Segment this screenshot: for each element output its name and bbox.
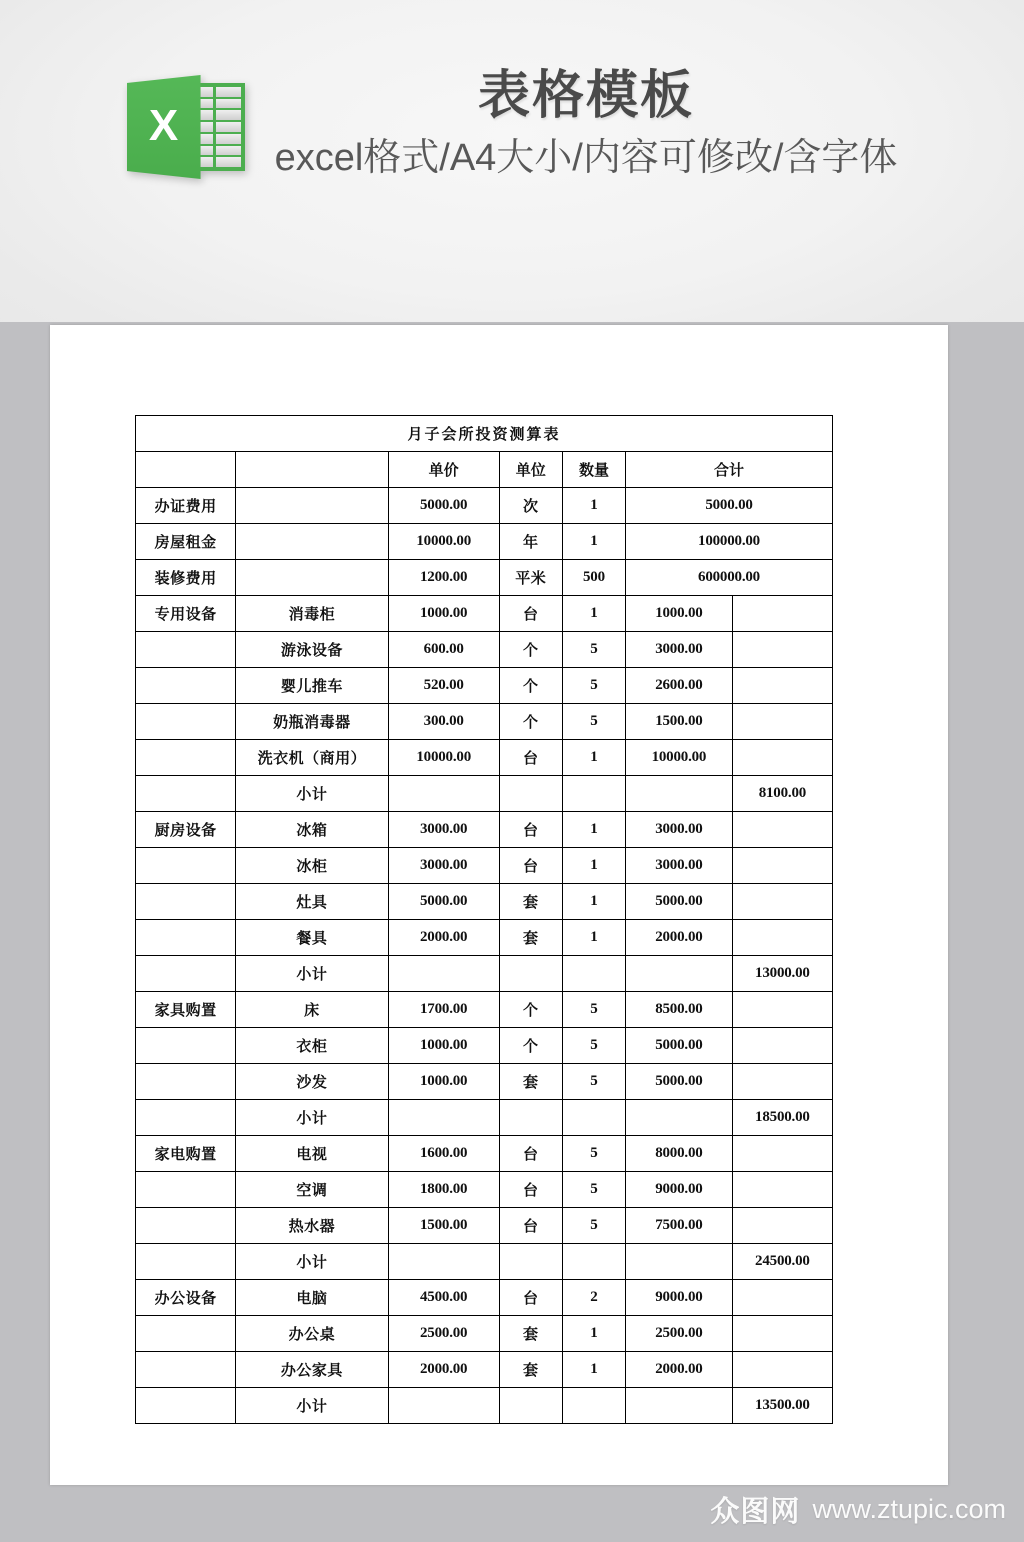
cell-category — [136, 1244, 236, 1280]
table-title: 月子会所投资测算表 — [136, 416, 833, 452]
cell-subtotal — [732, 920, 832, 956]
cell-unit: 个 — [499, 1028, 562, 1064]
table-row — [136, 1244, 833, 1280]
cell-category — [136, 956, 236, 992]
cell-subtotal: 8100.00 — [732, 776, 832, 812]
cell-quantity: 1 — [562, 740, 625, 776]
cell-unit — [499, 956, 562, 992]
cell-unit: 台 — [499, 740, 562, 776]
cell-amount — [626, 1100, 733, 1136]
cell-category — [136, 1172, 236, 1208]
cell-quantity: 1 — [562, 524, 625, 560]
cell-unit-price: 1000.00 — [388, 596, 499, 632]
cell-quantity: 5 — [562, 1172, 625, 1208]
cell-unit-price: 1700.00 — [388, 992, 499, 1028]
cell-unit: 台 — [499, 596, 562, 632]
cell-item: 小计 — [236, 1244, 388, 1280]
cell-subtotal — [732, 1028, 832, 1064]
cell-subtotal: 24500.00 — [732, 1244, 832, 1280]
cell-item: 电视 — [236, 1136, 388, 1172]
table-row — [136, 1100, 833, 1136]
cell-item: 洗衣机（商用） — [236, 740, 388, 776]
cell-item — [236, 488, 388, 524]
banner-content — [0, 0, 1024, 250]
cell-unit-price — [388, 1388, 499, 1424]
cell-item: 小计 — [236, 956, 388, 992]
cell-unit-price: 2000.00 — [388, 1352, 499, 1388]
table-row — [136, 1352, 833, 1388]
cell-amount: 3000.00 — [626, 632, 733, 668]
cell-unit: 个 — [499, 632, 562, 668]
banner-title: 表格模板 — [477, 66, 694, 125]
cell-amount: 5000.00 — [626, 884, 733, 920]
cell-quantity: 5 — [562, 1208, 625, 1244]
cell-subtotal — [732, 740, 832, 776]
cell-quantity: 1 — [562, 1316, 625, 1352]
cell-item — [236, 524, 388, 560]
cell-unit-price: 1200.00 — [388, 560, 499, 596]
cell-amount: 2000.00 — [626, 1352, 733, 1388]
cell-category — [136, 704, 236, 740]
cell-category: 家具购置 — [136, 992, 236, 1028]
table-row — [136, 488, 833, 524]
spreadsheet-container — [135, 415, 833, 1424]
cell-unit-price: 1000.00 — [388, 1028, 499, 1064]
cell-subtotal — [732, 596, 832, 632]
cell-quantity: 5 — [562, 1136, 625, 1172]
cell-unit-price: 5000.00 — [388, 488, 499, 524]
cell-amount: 9000.00 — [626, 1280, 733, 1316]
table-row — [136, 848, 833, 884]
cell-category: 家电购置 — [136, 1136, 236, 1172]
cell-category — [136, 1316, 236, 1352]
watermark-logo: 众图网 — [710, 1494, 801, 1528]
cell-unit-price: 5000.00 — [388, 884, 499, 920]
cell-quantity: 1 — [562, 1352, 625, 1388]
cell-category — [136, 740, 236, 776]
table-row — [136, 740, 833, 776]
cell-amount — [626, 776, 733, 812]
cell-category — [136, 1388, 236, 1424]
cell-item: 办公桌 — [236, 1316, 388, 1352]
cell-quantity: 5 — [562, 1028, 625, 1064]
header-quantity: 数量 — [562, 452, 625, 488]
cell-item: 灶具 — [236, 884, 388, 920]
cell-quantity: 5 — [562, 704, 625, 740]
table-row — [136, 884, 833, 920]
cell-category — [136, 668, 236, 704]
cell-amount: 5000.00 — [626, 488, 833, 524]
table-row — [136, 1388, 833, 1424]
cell-unit-price: 3000.00 — [388, 848, 499, 884]
cell-unit-price: 2500.00 — [388, 1316, 499, 1352]
table-row — [136, 920, 833, 956]
cell-unit-price: 1600.00 — [388, 1136, 499, 1172]
table-row — [136, 632, 833, 668]
cell-subtotal — [732, 668, 832, 704]
cell-item: 奶瓶消毒器 — [236, 704, 388, 740]
banner-text-block — [275, 68, 898, 183]
cell-quantity: 1 — [562, 596, 625, 632]
cell-amount — [626, 1244, 733, 1280]
cell-subtotal — [732, 1172, 832, 1208]
cell-category — [136, 632, 236, 668]
cell-item: 餐具 — [236, 920, 388, 956]
cell-unit-price: 3000.00 — [388, 812, 499, 848]
cell-quantity — [562, 1244, 625, 1280]
cell-unit-price: 1500.00 — [388, 1208, 499, 1244]
cell-subtotal — [732, 812, 832, 848]
cell-amount: 5000.00 — [626, 1028, 733, 1064]
table-row — [136, 1208, 833, 1244]
cell-item: 小计 — [236, 1388, 388, 1424]
cell-unit: 个 — [499, 668, 562, 704]
table-row — [136, 1280, 833, 1316]
cell-amount: 5000.00 — [626, 1064, 733, 1100]
table-row — [136, 812, 833, 848]
cell-item: 冰柜 — [236, 848, 388, 884]
cell-category: 厨房设备 — [136, 812, 236, 848]
cell-unit: 台 — [499, 1136, 562, 1172]
cell-amount: 8000.00 — [626, 1136, 733, 1172]
cell-amount: 600000.00 — [626, 560, 833, 596]
cell-amount: 1500.00 — [626, 704, 733, 740]
header-item — [236, 452, 388, 488]
cell-unit: 台 — [499, 1280, 562, 1316]
cell-amount: 8500.00 — [626, 992, 733, 1028]
cell-subtotal — [732, 884, 832, 920]
cell-subtotal — [732, 1136, 832, 1172]
cell-category — [136, 884, 236, 920]
cell-subtotal — [732, 848, 832, 884]
cell-unit — [499, 1100, 562, 1136]
cell-subtotal — [732, 632, 832, 668]
cell-quantity — [562, 1388, 625, 1424]
cell-amount: 1000.00 — [626, 596, 733, 632]
cell-amount: 2000.00 — [626, 920, 733, 956]
header-unit-price: 单价 — [388, 452, 499, 488]
document-page — [50, 325, 948, 1485]
cell-subtotal — [732, 1064, 832, 1100]
cell-quantity — [562, 1100, 625, 1136]
cell-category: 专用设备 — [136, 596, 236, 632]
table-row — [136, 992, 833, 1028]
cell-quantity: 1 — [562, 488, 625, 524]
cell-quantity: 5 — [562, 1064, 625, 1100]
cell-subtotal: 18500.00 — [732, 1100, 832, 1136]
cell-quantity: 5 — [562, 668, 625, 704]
cell-category — [136, 1028, 236, 1064]
cell-item: 小计 — [236, 1100, 388, 1136]
table-row — [136, 956, 833, 992]
table-row — [136, 776, 833, 812]
header-total: 合计 — [626, 452, 833, 488]
excel-x-letter: X — [148, 101, 179, 150]
cell-unit — [499, 1244, 562, 1280]
cell-unit: 台 — [499, 1172, 562, 1208]
table-row — [136, 524, 833, 560]
cell-amount: 2600.00 — [626, 668, 733, 704]
cell-quantity: 1 — [562, 812, 625, 848]
cell-amount — [626, 956, 733, 992]
cell-item: 沙发 — [236, 1064, 388, 1100]
cell-unit: 个 — [499, 704, 562, 740]
cell-unit-price: 4500.00 — [388, 1280, 499, 1316]
cell-item: 办公家具 — [236, 1352, 388, 1388]
cell-unit-price: 10000.00 — [388, 524, 499, 560]
cell-item: 床 — [236, 992, 388, 1028]
table-title-row — [136, 416, 833, 452]
cell-category — [136, 776, 236, 812]
header-unit: 单位 — [499, 452, 562, 488]
cell-unit: 套 — [499, 1352, 562, 1388]
cell-unit: 年 — [499, 524, 562, 560]
investment-estimate-table — [135, 415, 833, 1424]
cell-category — [136, 1352, 236, 1388]
cell-subtotal — [732, 992, 832, 1028]
cell-subtotal — [732, 1352, 832, 1388]
cell-unit-price: 1000.00 — [388, 1064, 499, 1100]
cell-category — [136, 1064, 236, 1100]
cell-quantity: 1 — [562, 884, 625, 920]
cell-unit-price — [388, 776, 499, 812]
cell-unit-price: 300.00 — [388, 704, 499, 740]
cell-quantity — [562, 956, 625, 992]
cell-unit: 台 — [499, 1208, 562, 1244]
cell-unit — [499, 776, 562, 812]
cell-category — [136, 1208, 236, 1244]
table-row — [136, 1064, 833, 1100]
cell-item: 热水器 — [236, 1208, 388, 1244]
table-row — [136, 560, 833, 596]
cell-subtotal — [732, 1316, 832, 1352]
cell-quantity: 1 — [562, 920, 625, 956]
watermark-url: www.ztupic.com — [812, 1494, 1006, 1524]
cell-quantity: 5 — [562, 992, 625, 1028]
cell-amount: 7500.00 — [626, 1208, 733, 1244]
cell-unit: 台 — [499, 848, 562, 884]
cell-amount: 3000.00 — [626, 848, 733, 884]
table-row — [136, 1136, 833, 1172]
table-row — [136, 668, 833, 704]
cell-item: 消毒柜 — [236, 596, 388, 632]
cell-unit-price — [388, 1244, 499, 1280]
cell-category: 房屋租金 — [136, 524, 236, 560]
cell-unit-price — [388, 956, 499, 992]
promo-banner — [0, 0, 1024, 322]
table-row — [136, 1028, 833, 1064]
cell-item — [236, 560, 388, 596]
cell-unit: 个 — [499, 992, 562, 1028]
cell-amount: 2500.00 — [626, 1316, 733, 1352]
cell-item: 空调 — [236, 1172, 388, 1208]
cell-unit-price: 600.00 — [388, 632, 499, 668]
cell-unit: 套 — [499, 1316, 562, 1352]
cell-subtotal — [732, 704, 832, 740]
cell-amount: 10000.00 — [626, 740, 733, 776]
cell-category — [136, 920, 236, 956]
cell-subtotal: 13500.00 — [732, 1388, 832, 1424]
cell-unit-price: 10000.00 — [388, 740, 499, 776]
cell-quantity: 500 — [562, 560, 625, 596]
cell-item: 衣柜 — [236, 1028, 388, 1064]
cell-unit: 平米 — [499, 560, 562, 596]
cell-unit-price: 520.00 — [388, 668, 499, 704]
cell-item: 小计 — [236, 776, 388, 812]
table-row — [136, 704, 833, 740]
cell-item: 游泳设备 — [236, 632, 388, 668]
cell-subtotal — [732, 1208, 832, 1244]
cell-amount — [626, 1388, 733, 1424]
cell-category — [136, 848, 236, 884]
table-row — [136, 596, 833, 632]
cell-unit: 套 — [499, 920, 562, 956]
cell-quantity: 2 — [562, 1280, 625, 1316]
cell-unit — [499, 1388, 562, 1424]
table-row — [136, 1316, 833, 1352]
cell-amount: 9000.00 — [626, 1172, 733, 1208]
table-header-row — [136, 452, 833, 488]
cell-quantity: 5 — [562, 632, 625, 668]
cell-item: 冰箱 — [236, 812, 388, 848]
cell-subtotal: 13000.00 — [732, 956, 832, 992]
cell-amount: 3000.00 — [626, 812, 733, 848]
cell-category: 办证费用 — [136, 488, 236, 524]
cell-unit: 套 — [499, 1064, 562, 1100]
table-row — [136, 1172, 833, 1208]
cell-unit-price: 2000.00 — [388, 920, 499, 956]
cell-category — [136, 1100, 236, 1136]
cell-item: 婴儿推车 — [236, 668, 388, 704]
cell-category: 办公设备 — [136, 1280, 236, 1316]
cell-category: 装修费用 — [136, 560, 236, 596]
header-category — [136, 452, 236, 488]
cell-quantity: 1 — [562, 848, 625, 884]
cell-unit: 套 — [499, 884, 562, 920]
cell-item: 电脑 — [236, 1280, 388, 1316]
cell-subtotal — [732, 1280, 832, 1316]
excel-file-icon — [127, 75, 245, 179]
cell-unit: 台 — [499, 812, 562, 848]
cell-unit-price: 1800.00 — [388, 1172, 499, 1208]
cell-quantity — [562, 776, 625, 812]
watermark — [710, 1489, 1006, 1530]
cell-unit: 次 — [499, 488, 562, 524]
banner-subtitle: excel格式/A4大小/内容可修改/含字体 — [274, 136, 898, 179]
cell-amount: 100000.00 — [626, 524, 833, 560]
cell-unit-price — [388, 1100, 499, 1136]
